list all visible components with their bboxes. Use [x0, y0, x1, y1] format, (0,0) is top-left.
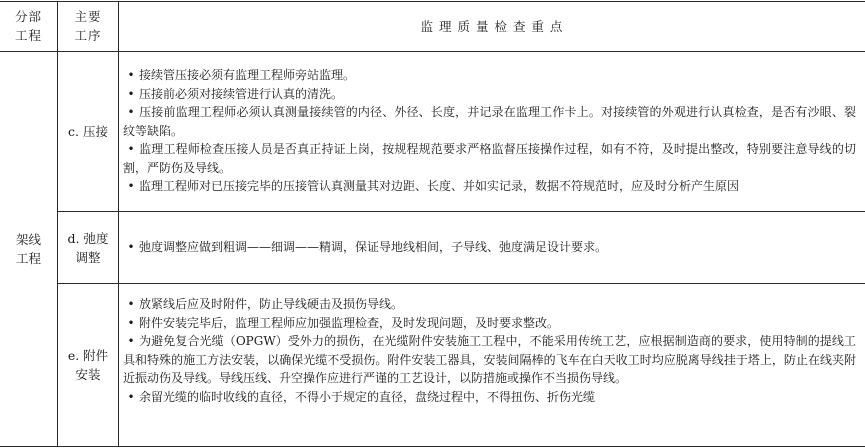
process-label-line2: 安装 [75, 367, 101, 382]
division-line1: 架线 [15, 232, 41, 247]
key-points-crimping [123, 66, 856, 196]
list-item: • 附件安装完毕后，监理工程师应加强监理检查，及时发现问题，及时要求整改。 [123, 314, 856, 333]
bullet-icon: • [127, 389, 135, 404]
bullet-icon: • [127, 240, 135, 254]
list-item: • 余留光缆的临时收线的直径，不得小于规定的直径，盘绕过程中，不得扭伤、折伤光缆 [123, 388, 856, 407]
list-item: • 接续管压接必须有监理工程师旁站监理。 [123, 66, 856, 85]
process-label-line2: 调整 [75, 249, 101, 265]
list-item: • 为避免复合光缆（OPGW）受外力的损伤，在光缆附件安装施工工程中，不能采用传统工艺，应根据制造商的要求，使用特制的提线工具和特殊的施工方法安装，以确保光缆不受损伤。附件安装工器具，安装间隔棒的飞车在白天收工时均应脱离导线挂于塔上，防止在线夹附近振动伤及导线。导线压线、升空操作应进行严谨的工艺设计，以防措施或操作不当损伤导线。 [123, 334, 856, 385]
header-process [58, 1, 118, 51]
bullet-icon: • [127, 105, 135, 119]
process-label-line1: d. 弛度 [67, 230, 109, 246]
header-division-line2: 工程 [14, 28, 42, 43]
header-process-line1: 主要 [74, 9, 102, 24]
header-bottom-border [0, 51, 865, 52]
bullet-icon: • [127, 86, 135, 101]
table-bottom-border [0, 446, 865, 447]
row-divider-2 [57, 283, 865, 284]
key-points-fittings [123, 295, 856, 406]
key-points-sag [123, 238, 856, 257]
division-line2: 工程 [15, 251, 41, 266]
bullet-icon: • [127, 179, 135, 193]
header-division-line1: 分部 [14, 9, 42, 24]
bullet-icon: • [127, 142, 135, 156]
bullet-icon: • [127, 68, 135, 82]
list-item: • 监理工程师检查压接人员是否真正持证上岗，按规程规范要求严格监督压接操作过程，如有不符，及时提出整改，特别要注意导线的切割，严防伤及导线。 [123, 142, 856, 175]
list-item: • 放紧线后应及时附件，防止导线硬击及损伤导线。 [123, 295, 856, 314]
header-division [0, 1, 57, 51]
process-cell-sag [58, 212, 118, 283]
process-cell-crimping [58, 52, 118, 211]
list-item: • 压接前必须对接续管进行认真的清洗。 [123, 85, 856, 104]
process-label: c. 压接 [68, 124, 108, 139]
header-key-points-label: 监 理 质 量 检 查 重 点 [420, 18, 564, 34]
row-divider-1 [57, 211, 865, 212]
col-divider-2 [118, 1, 119, 446]
bullet-icon: • [127, 315, 135, 330]
bullet-icon: • [127, 334, 135, 348]
list-item: • 监理工程师对已压接完毕的压接管认真测量其对边距、长度、并如实记录，数据不符规范时，应及时分析产生原因 [123, 177, 856, 196]
bullet-icon: • [127, 297, 135, 311]
list-item: • 压接前监理工程师必须认真测量接续管的内径、外径、长度，并记录在监理工作卡上。对接续管的外观进行认真检查，是否有沙眼、裂纹等缺陷。 [123, 105, 856, 138]
division-cell [0, 52, 57, 446]
list-item: • 弛度调整应做到粗调——细调——精调，保证导地线相间，子导线、弛度满足设计要求。 [123, 238, 856, 257]
header-process-line2: 工序 [74, 28, 102, 43]
process-label-line1: e. 附件 [67, 348, 109, 363]
process-cell-fittings [58, 284, 118, 446]
header-key-points [119, 1, 865, 51]
